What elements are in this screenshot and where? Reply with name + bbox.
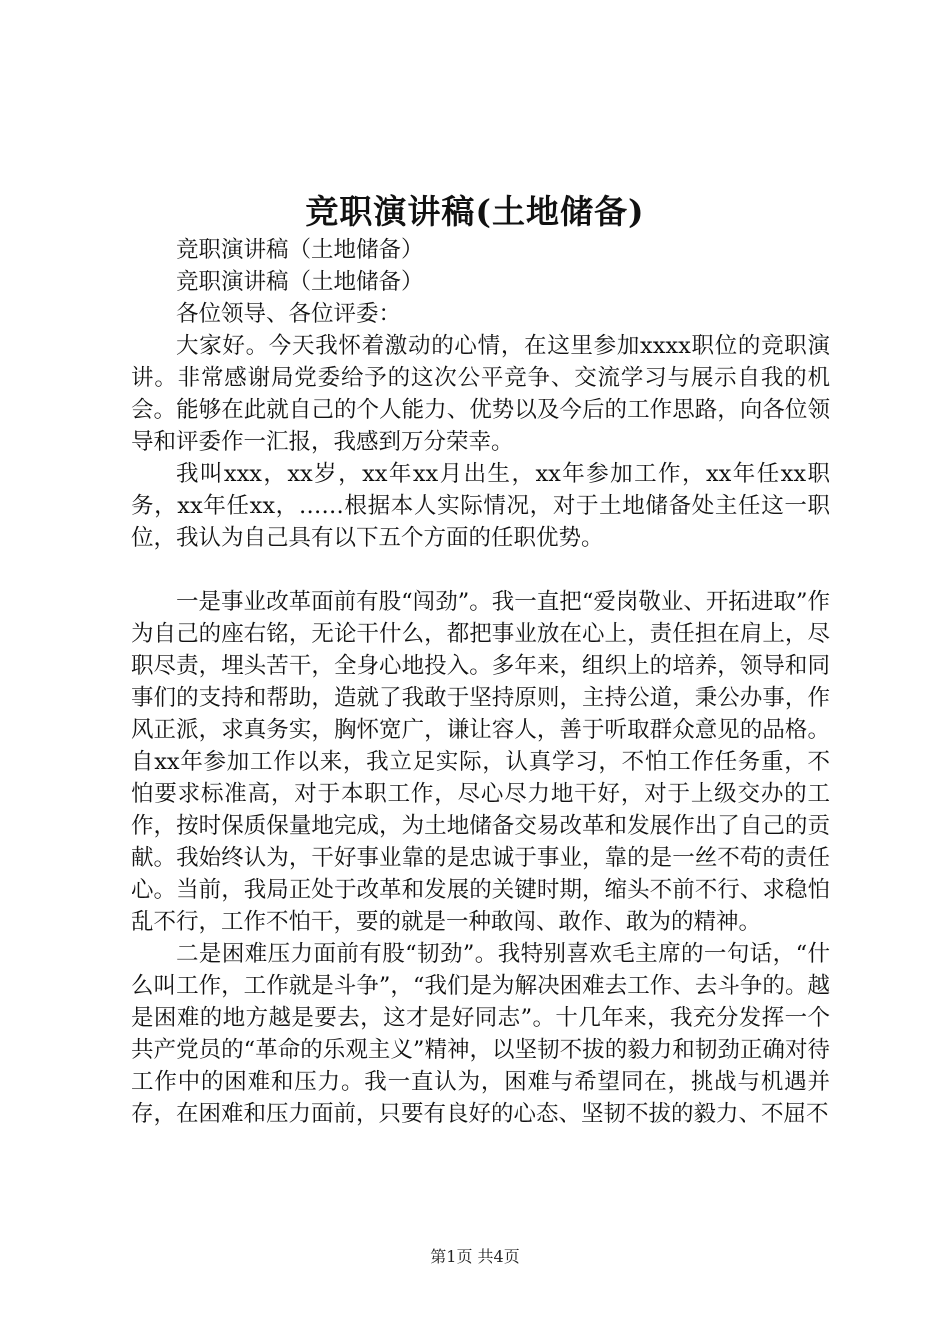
paragraph: 二是困难压力面前有股“韧劲”。我特别喜欢毛主席的一句话，“什么叫工作，工作就是斗争”，“我们是为解决困难去工作、去斗争的。越是困难的地方越是要去，这才是好同志”。十几年来，我充分发挥一个共产党员的“革命的乐观主义”精神，以坚韧不拔的毅力和韧劲正确对待工作中的困难和压力。我一直认为，困难与希望同在，挑战与机遇并存，在困难和压力面前，只要有良好的心态、坚韧不拔的毅力、不屈不 bbox=[131, 941, 830, 1127]
document-body bbox=[131, 234, 830, 1130]
subtitle-line: 竞职演讲稿（土地储备） bbox=[176, 237, 424, 263]
page-footer: 第1页 共4页 bbox=[430, 1247, 520, 1266]
salutation: 各位领导、各位评委： bbox=[176, 301, 402, 327]
paragraph: 大家好。今天我怀着激动的心情，在这里参加xxxx职位的竞职演讲。非常感谢局党委给予的这次公平竞争、交流学习与展示自我的机会。能够在此就自己的个人能力、优势以及今后的工作思路，向各位领导和评委作一汇报，我感到万分荣幸。 bbox=[131, 333, 830, 455]
document-title: 竞职演讲稿(土地储备) bbox=[305, 192, 645, 231]
paragraph: 我叫xxx，xx岁，xx年xx月出生，xx年参加工作，xx年任xx职务，xx年任xx，……根据本人实际情况，对于土地储备处主任这一职位，我认为自己具有以下五个方面的任职优势。 bbox=[131, 461, 830, 551]
subtitle-line: 竞职演讲稿（土地储备） bbox=[176, 269, 424, 295]
paragraph: 一是事业改革面前有股“闯劲”。我一直把“爱岗敬业、开拓进取”作为自己的座右铭，无论干什么，都把事业放在心上，责任担在肩上，尽职尽责，埋头苦干，全身心地投入。多年来，组织上的培养，领导和同事们的支持和帮助，造就了我敢于坚持原则，主持公道，秉公办事，作风正派，求真务实，胸怀宽广，谦让容人，善于听取群众意见的品格。自xx年参加工作以来，我立足实际，认真学习，不怕工作任务重，不怕要求标准高，对于本职工作，尽心尽力地干好，对于上级交办的工作，按时保质保量地完成，为土地储备交易改革和发展作出了自己的贡献。我始终认为，干好事业靠的是忠诚于事业，靠的是一丝不苟的责任心。当前，我局正处于改革和发展的关键时期，缩头不前不行、求稳怕乱不行，工作不怕干，要的就是一种敢闯、敢作、敢为的精神。 bbox=[131, 589, 830, 935]
